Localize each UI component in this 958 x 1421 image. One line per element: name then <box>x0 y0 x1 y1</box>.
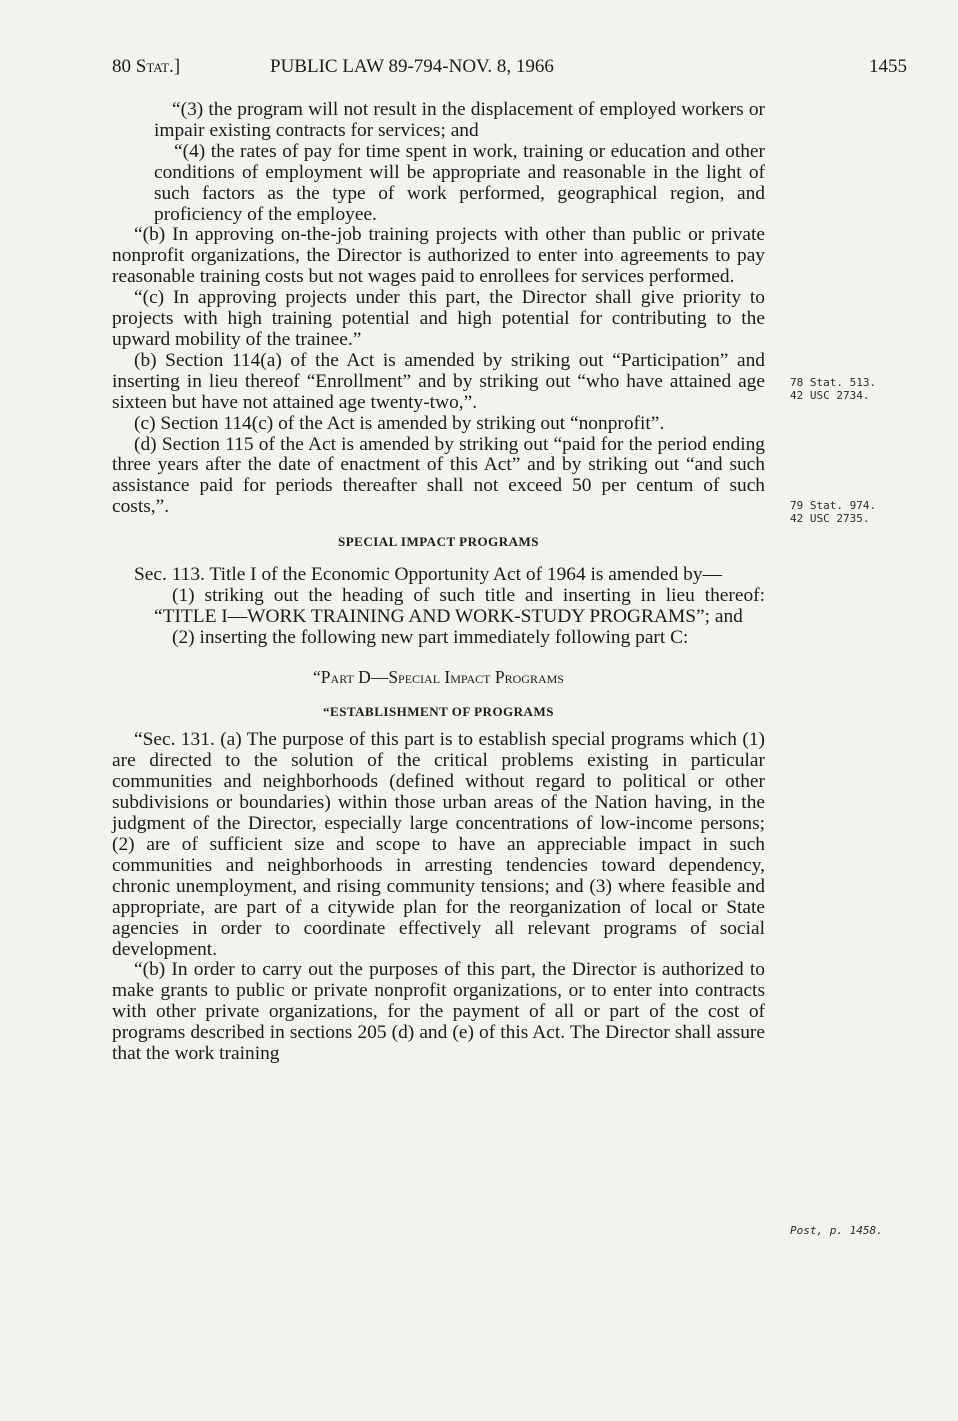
margin-note <box>790 499 876 525</box>
paragraph-c: “(c) In approving projects under this part, the Director shall give priority to projects with high training potential and high potential for contributing to the upward mobility of the trainee.” <box>112 287 765 350</box>
margin-note <box>790 376 876 402</box>
section-131-a: “Sec. 131. (a) The purpose of this part is to establish special programs which (1) are directed to the solution of the critical problems existing in particular communities and neighborhoods (defined without regard to political or other subdivisions or boundaries) within those urban areas of the Nation having, in the judgment of the Director, especially large concentrations of low-income persons; (2) are of sufficient size and scope to have an appreciable impact in such communities and neighborhoods in arresting tendencies toward dependency, chronic unemployment, and rising community tensions; and (3) where feasible and appropriate, are part of a citywide plan for the reorganization of local or State agencies in order to coordinate effectively all relevant programs of social development. <box>112 729 765 960</box>
paragraph-b: “(b) In approving on-the-job training projects with other than public or private nonprofit organizations, the Director is authorized to enter into agreements to pay reasonable training costs but not wages paid to enrollees for services performed. <box>112 224 765 288</box>
section-131-b: “(b) In order to carry out the purposes of this part, the Director is authorized to make grants to public or private nonprofit organizations, or to enter into contracts with other private organizations, for the payment of all or part of the cost of programs described in sections 205 (d) and (e) of this Act. The Director shall assure that the work training <box>112 959 765 1065</box>
amendment-c: (c) Section 114(c) of the Act is amended by striking out “nonprofit”. <box>134 412 665 434</box>
paragraph-3: “(3) the program will not result in the displacement of employed workers or impair existing contracts for services; and <box>154 99 765 141</box>
amendment-b: (b) Section 114(a) of the Act is amended by striking out “Participation” and inserting in lieu thereof “Enrollment” and by striking out “who have attained age sixteen but have not attained age twenty-two,”. <box>112 349 765 413</box>
clause-1: (1) striking out the heading of such title and inserting in lieu thereof: “TITLE I—WORK TRAINING AND WORK-STUDY PROGRAMS”; and <box>154 584 765 627</box>
margin-note-line: 79 Stat. 974. <box>790 499 877 512</box>
amendment-d: (d) Section 115 of the Act is amended by striking out “paid for the period ending three years after the date of enactment of this Act” and by striking out “and such assistance paid for periods thereafter shall not exceed 50 per centum of such costs,”. <box>112 433 765 518</box>
margin-note-line: 42 USC 2734. <box>790 389 870 402</box>
section-113: Sec. 113. Title I of the Economic Opportunity Act of 1964 is amended by— <box>134 564 722 586</box>
part-heading: “Part D—Special Impact Programs <box>313 666 564 687</box>
margin-note-line: Post, p. 1458. <box>790 1224 883 1237</box>
margin-note <box>790 1224 883 1237</box>
page-header <box>112 56 912 82</box>
page-title: PUBLIC LAW 89-794-NOV. 8, 1966 <box>270 56 554 77</box>
clause-2: (2) inserting the following new part immediately following part C: <box>172 626 689 648</box>
margin-note-line: 78 Stat. 513. <box>790 376 877 389</box>
paragraph-4: “(4) the rates of pay for time spent in work, training or education and other conditions of employment will be appropriate and reasonable in the light of such factors as the type of work performed, geographical region, and proficiency of the employee. <box>154 140 765 225</box>
page-number: 1455 <box>869 56 907 77</box>
subheading: “ESTABLISHMENT OF PROGRAMS <box>323 703 554 719</box>
section-heading: SPECIAL IMPACT PROGRAMS <box>338 534 539 550</box>
statute-reference: 80 Stat.] <box>112 56 181 77</box>
body-text <box>112 100 765 1065</box>
margin-note-line: 42 USC 2735. <box>790 512 870 525</box>
